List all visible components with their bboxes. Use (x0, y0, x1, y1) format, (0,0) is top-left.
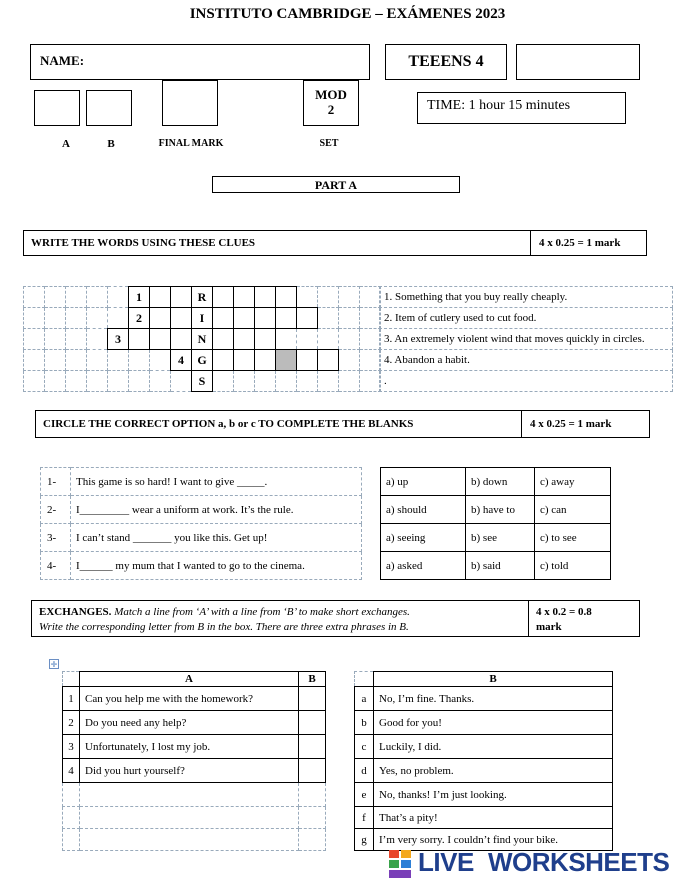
exchange-row-b (355, 735, 613, 759)
score-box-a[interactable] (34, 90, 80, 126)
column-a-header: A (80, 672, 299, 687)
crossword-number: 4 (171, 350, 192, 371)
time-box (417, 92, 626, 124)
label-set: SET (319, 138, 339, 149)
level-label: TEEENS 4 (408, 53, 484, 70)
shaded-cell (276, 350, 297, 371)
crossword-letter: G (192, 350, 213, 371)
answer-box[interactable] (299, 687, 326, 711)
crossword-row (24, 287, 381, 308)
options-table (380, 467, 611, 580)
question-row (41, 468, 362, 496)
option-c[interactable]: c) away (535, 468, 611, 496)
exchange-row-a (63, 735, 326, 759)
row-number: 4 (63, 759, 80, 783)
crossword-row (24, 329, 381, 350)
crossword-row (24, 308, 381, 329)
question-text: This game is so hard! I want to give _____. (71, 468, 362, 496)
crossword-letter: S (192, 371, 213, 392)
name-label: NAME: (40, 53, 85, 68)
option-b[interactable]: b) down (466, 468, 535, 496)
crossword-row (24, 371, 381, 392)
row-letter: b (355, 711, 374, 735)
option-b[interactable]: b) have to (466, 496, 535, 524)
mod-box (303, 80, 359, 126)
crossword-letter: N (192, 329, 213, 350)
options-row (381, 524, 611, 552)
liveworksheets-logo (388, 847, 688, 881)
mod-number: 2 (327, 102, 335, 117)
crossword-number: 3 (108, 329, 129, 350)
exchange-row-b (355, 759, 613, 783)
exchange-table-a (62, 671, 326, 851)
question-text: I can’t stand _______ you like this. Get up! (71, 524, 362, 552)
option-c[interactable]: c) told (535, 552, 611, 580)
part-label: PART A (314, 178, 358, 192)
options-row (381, 552, 611, 580)
option-c[interactable]: c) can (535, 496, 611, 524)
row-text: Unfortunately, I lost my job. (80, 735, 299, 759)
options-row (381, 496, 611, 524)
question-text: I_________ wear a uniform at work. It’s the rule. (71, 496, 362, 524)
exchange-row-a (63, 759, 326, 783)
option-b[interactable]: b) said (466, 552, 535, 580)
label-final-mark: FINAL MARK (158, 138, 224, 149)
gap-questions (40, 467, 362, 580)
section1-header (23, 230, 647, 256)
row-text: Can you help me with the homework? (80, 687, 299, 711)
option-a[interactable]: a) seeing (381, 524, 466, 552)
option-b[interactable]: b) see (466, 524, 535, 552)
answer-box[interactable] (299, 759, 326, 783)
question-row (41, 552, 362, 580)
question-number: 2- (41, 496, 71, 524)
row-letter: f (355, 807, 374, 829)
question-text: I______ my mum that I wanted to go to the cinema. (71, 552, 362, 580)
row-text: Did you hurt yourself? (80, 759, 299, 783)
section2-header (35, 410, 650, 438)
row-text: No, I’m fine. Thanks. (374, 687, 613, 711)
section1-title: WRITE THE WORDS USING THESE CLUES (31, 237, 256, 249)
crossword-number: 2 (129, 308, 150, 329)
name-field[interactable] (30, 44, 370, 80)
question-number: 1- (41, 468, 71, 496)
question-row (41, 524, 362, 552)
exchange-row-b (355, 807, 613, 829)
time-label: TIME: 1 hour 15 minutes (427, 98, 571, 113)
crossword-row (24, 350, 381, 371)
row-letter: a (355, 687, 374, 711)
crossword-letter: I (192, 308, 213, 329)
section1-marks: 4 x 0.25 = 1 mark (539, 237, 621, 249)
option-c[interactable]: c) to see (535, 524, 611, 552)
row-number: 3 (63, 735, 80, 759)
row-text: Luckily, I did. (374, 735, 613, 759)
exchange-row-b (355, 711, 613, 735)
section2-marks: 4 x 0.25 = 1 mark (530, 418, 612, 430)
clue-item: 2. Item of cutlery used to cut food. (380, 308, 673, 329)
answer-box[interactable] (299, 735, 326, 759)
row-text: I’m very sorry. I couldn’t find your bike. (374, 829, 613, 851)
options-row (381, 468, 611, 496)
section3-header (31, 600, 640, 637)
row-letter: c (355, 735, 374, 759)
row-text: Yes, no problem. (374, 759, 613, 783)
crossword-letter: R (192, 287, 213, 308)
label-b: B (107, 138, 115, 150)
crossword-grid (23, 286, 381, 392)
level-box (385, 44, 507, 80)
row-number: 2 (63, 711, 80, 735)
exchange-table-b (354, 671, 613, 851)
exchange-row-b (355, 687, 613, 711)
logo-text-live: LIVE (418, 847, 474, 877)
score-box-b[interactable] (86, 90, 132, 126)
clue-item: 1. Something that you buy really cheaply. (380, 287, 673, 308)
section3-marks-unit: mark (536, 621, 562, 633)
label-a: A (62, 138, 70, 150)
row-text: No, thanks! I’m just looking. (374, 783, 613, 807)
clue-item: . (380, 371, 673, 392)
logo-icon (388, 849, 416, 879)
crossword-number: 1 (129, 287, 150, 308)
row-text: Do you need any help? (80, 711, 299, 735)
section2-title: CIRCLE THE CORRECT OPTION a, b or c TO COMPLETE THE BLANKS (43, 418, 414, 430)
column-b-title: B (374, 672, 613, 687)
logo-text-worksheets: WORKSHEETS (488, 847, 670, 877)
exchange-row-b (355, 783, 613, 807)
section3-title: EXCHANGES. (39, 606, 112, 618)
row-text: Good for you! (374, 711, 613, 735)
row-letter: e (355, 783, 374, 807)
column-b-header: B (299, 672, 326, 687)
clue-item: 4. Abandon a habit. (380, 350, 673, 371)
final-mark-box[interactable] (162, 80, 218, 126)
blank-box[interactable] (516, 44, 640, 80)
question-number: 4- (41, 552, 71, 580)
clues-list (379, 286, 673, 392)
option-a[interactable]: a) should (381, 496, 466, 524)
mod-label: MOD (315, 87, 347, 102)
row-letter: g (355, 829, 374, 851)
question-row (41, 496, 362, 524)
question-number: 3- (41, 524, 71, 552)
part-title (212, 176, 460, 193)
option-a[interactable]: a) up (381, 468, 466, 496)
row-text: That’s a pity! (374, 807, 613, 829)
move-handle-icon[interactable]: ✛ (50, 660, 58, 669)
answer-box[interactable] (299, 711, 326, 735)
exchange-row-a (63, 687, 326, 711)
clue-item: 3. An extremely violent wind that moves quickly in circles. (380, 329, 673, 350)
row-letter: d (355, 759, 374, 783)
page-title: INSTITUTO CAMBRIDGE – EXÁMENES 2023 (189, 6, 506, 22)
section3-instruction: Match a line from ‘A’ with a line from ‘B’ to make short exchanges. (114, 606, 410, 618)
exchange-row-a (63, 711, 326, 735)
section3-marks: 4 x 0.2 = 0.8 (536, 606, 592, 618)
option-a[interactable]: a) asked (381, 552, 466, 580)
section3-instruction: Write the corresponding letter from B in the box. There are three extra phrases in B. (39, 621, 409, 633)
row-number: 1 (63, 687, 80, 711)
